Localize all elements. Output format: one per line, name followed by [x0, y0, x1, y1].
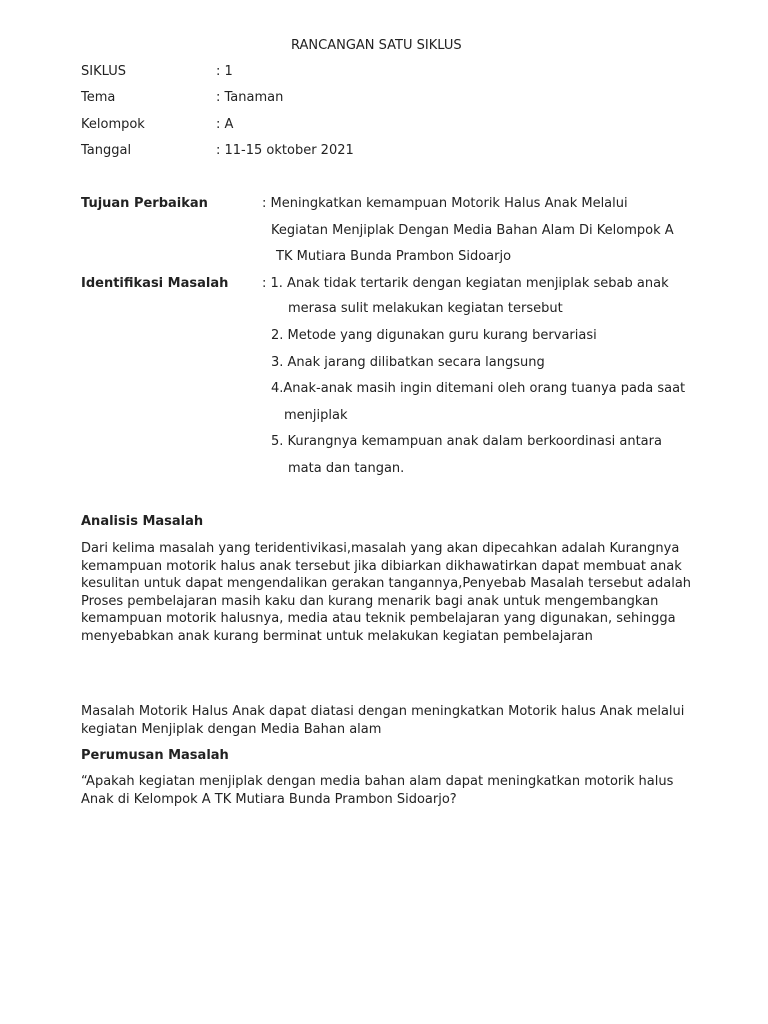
perumusan-paragraph: “Apakah kegiatan menjiplak dengan media bahan alam dapat meningkatkan motorik halus Anak di Kelompok A TK Mutiara Bunda Prambon Sidoarjo? [81, 774, 674, 807]
perumusan-heading: Perumusan Masalah [81, 748, 229, 763]
identifikasi-line-4: 3. Anak jarang dilibatkan secara langsung [271, 355, 545, 370]
meta-label-tanggal: Tanggal [81, 143, 132, 158]
identifikasi-label: Identifikasi Masalah [81, 276, 229, 291]
identifikasi-line-1: : 1. Anak tidak tertarik dengan kegiatan menjiplak sebab anak [262, 276, 669, 291]
meta-label-tema: Tema [81, 90, 116, 105]
identifikasi-line-7: 5. Kurangnya kemampuan anak dalam berkoordinasi antara [271, 434, 662, 449]
meta-value-tanggal: : 11-15 oktober 2021 [216, 143, 354, 158]
identifikasi-line-2: merasa sulit melakukan kegiatan tersebut [288, 301, 563, 316]
solution-paragraph: Masalah Motorik Halus Anak dapat diatasi dengan meningkatkan Motorik halus Anak melalui kegiatan Menjiplak dengan Media Bahan alam [81, 704, 685, 737]
meta-value-siklus: : 1 [216, 64, 233, 79]
tujuan-line-3: TK Mutiara Bunda Prambon Sidoarjo [276, 249, 512, 264]
meta-label-kelompok: Kelompok [81, 117, 145, 132]
identifikasi-line-8: mata dan tangan. [288, 461, 405, 476]
identifikasi-line-3: 2. Metode yang digunakan guru kurang bervariasi [271, 328, 597, 343]
meta-value-tema: : Tanaman [216, 90, 284, 105]
meta-value-kelompok: : A [216, 117, 234, 132]
identifikasi-line-6: menjiplak [284, 408, 348, 423]
tujuan-line-2: Kegiatan Menjiplak Dengan Media Bahan Alam Di Kelompok A [271, 223, 674, 238]
page-title: RANCANGAN SATU SIKLUS [291, 38, 462, 53]
meta-label-siklus: SIKLUS [81, 64, 126, 79]
analisis-paragraph: Dari kelima masalah yang teridentivikasi,masalah yang akan dipecahkan adalah Kurangnya kemampuan motorik halus anak tersebut jika dibiarkan dikhawatirkan dapat membuat anak kesulitan untuk dapat mengendalikan gerakan tangannya,Penyebab Masalah tersebut adalah Proses pembelajaran masih kaku dan kurang menarik bagi anak untuk mengembangkan kemampuan motorik halusnya, media atau teknik pembelajaran yang digunakan, sehingga menyebabkan anak kurang berminat untuk melakukan kegiatan pembelajaran [81, 541, 692, 644]
identifikasi-line-5: 4.Anak-anak masih ingin ditemani oleh orang tuanya pada saat [271, 381, 686, 396]
analisis-heading: Analisis Masalah [81, 514, 204, 529]
tujuan-line-1: : Meningkatkan kemampuan Motorik Halus Anak Melalui [262, 196, 628, 211]
tujuan-label: Tujuan Perbaikan [81, 196, 208, 211]
